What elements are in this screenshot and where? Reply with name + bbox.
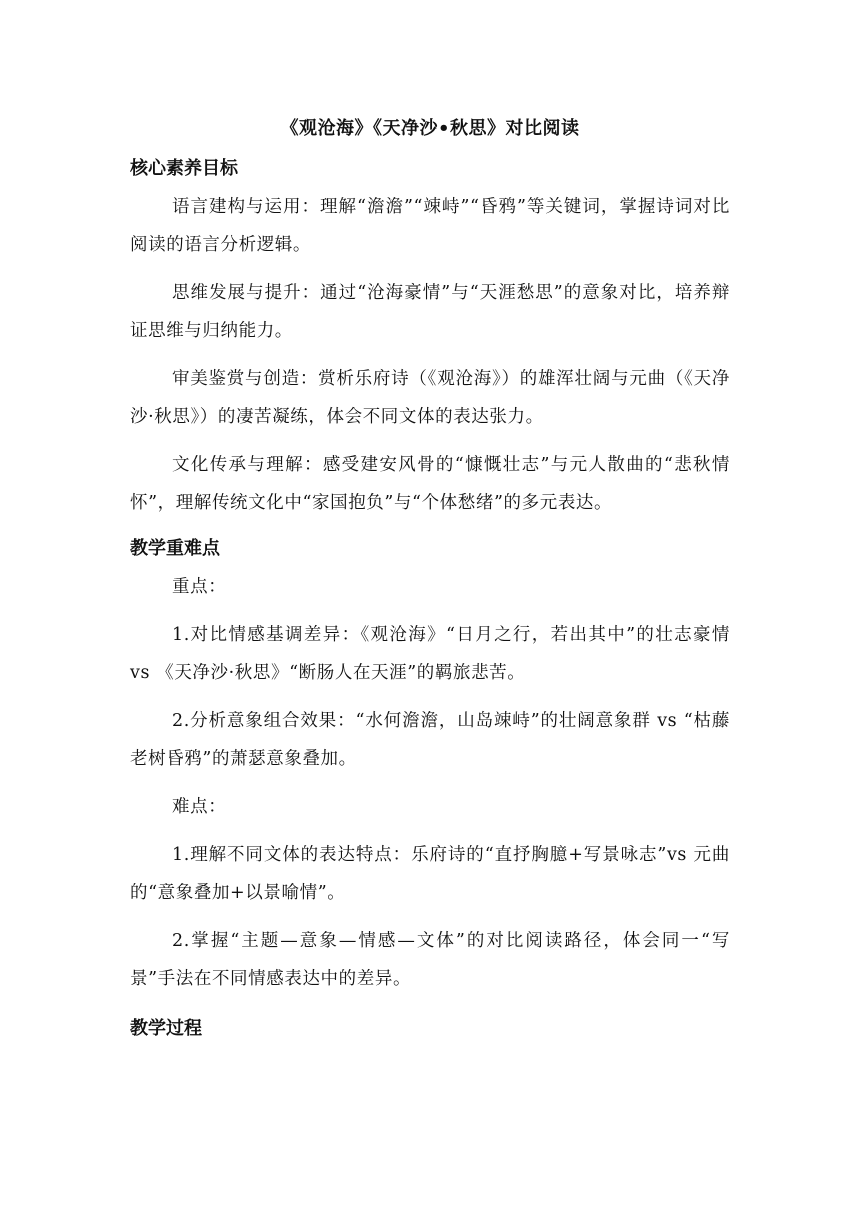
document-page [130, 112, 730, 1046]
document-title: 《观沧海》《天净沙•秋思》对比阅读 [280, 118, 580, 139]
paragraph: 语言建构与运用：理解“澹澹”“竦峙”“昏鸦”等关键词，掌握诗词对比阅读的语言分析逻辑。 [130, 197, 730, 255]
paragraph: 2.分析意象组合效果：“水何澹澹，山岛竦峙”的壮阔意象群 vs “枯藤老树昏鸦”的萧瑟意象叠加。 [130, 711, 730, 769]
paragraph: 难点： [172, 797, 227, 817]
paragraph: 重点： [172, 577, 227, 597]
paragraph: 文化传承与理解：感受建安风骨的“慷慨壮志”与元人散曲的“悲秋情怀”，理解传统文化中“家国抱负”与“个体愁绪”的多元表达。 [130, 455, 730, 513]
paragraph: 1.理解不同文体的表达特点：乐府诗的“直抒胸臆+写景咏志”vs 元曲的“意象叠加+以景喻情”。 [130, 845, 730, 903]
paragraph: 审美鉴赏与创造：赏析乐府诗（《观沧海》）的雄浑壮阔与元曲（《天净沙·秋思》）的凄苦凝练，体会不同文体的表达张力。 [130, 369, 730, 427]
section-heading-teaching-process: 教学过程 [130, 1018, 202, 1039]
section-heading-key-points: 教学重难点 [130, 538, 220, 559]
paragraph: 思维发展与提升：通过“沧海豪情”与“天涯愁思”的意象对比，培养辩证思维与归纳能力。 [130, 283, 730, 341]
paragraph: 1.对比情感基调差异：《观沧海》“日月之行，若出其中”的壮志豪情 vs 《天净沙·秋思》“断肠人在天涯”的羁旅悲苦。 [130, 625, 730, 683]
section-heading-core-goals: 核心素养目标 [130, 158, 238, 179]
paragraph: 2.掌握“主题—意象—情感—文体”的对比阅读路径，体会同一“写景”手法在不同情感表达中的差异。 [130, 931, 730, 989]
